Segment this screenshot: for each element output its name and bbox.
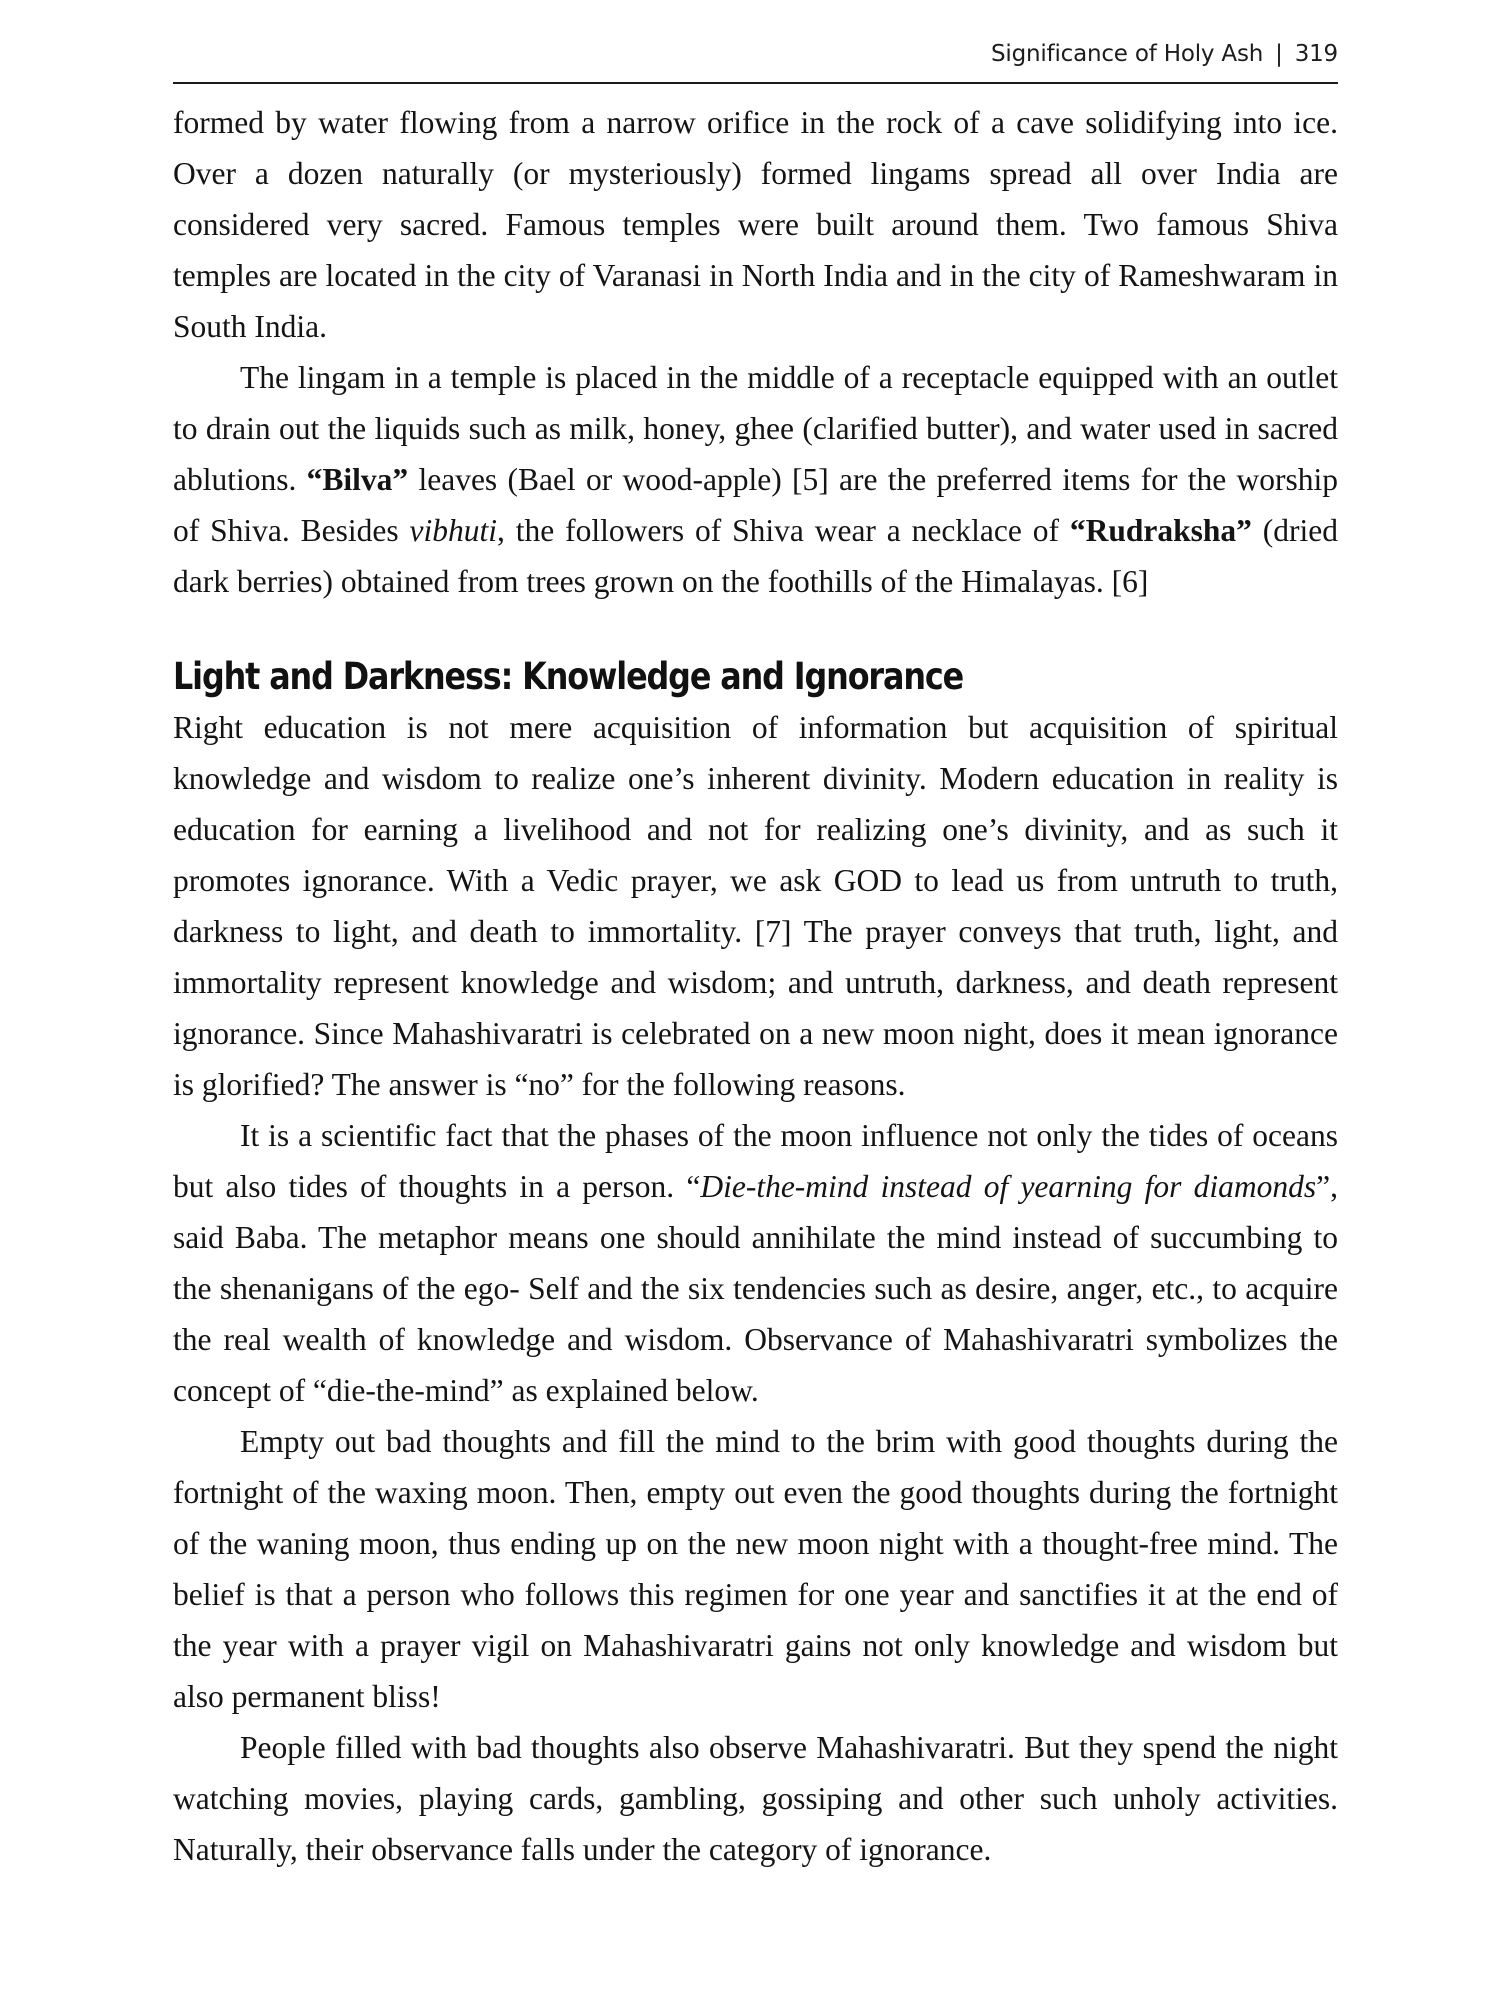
text-run: The lingam in a temple is placed in the middle of a receptacle equipped with an outlet to drain out the liquids such as milk, honey, ghee (clarified butter), and water used in sacred ablutions. <box>173 360 1338 497</box>
running-head <box>991 41 1338 67</box>
running-head-title: Significance of Holy Ash <box>991 41 1264 67</box>
page-number: 319 <box>1294 41 1338 67</box>
paragraph <box>173 702 1338 1110</box>
paragraph <box>173 1416 1338 1722</box>
italic-term: vibhuti <box>409 513 497 548</box>
italic-term: Die-the-mind instead of yearning for diamonds <box>700 1169 1317 1204</box>
text-run: Right education is not mere acquisition of information but acquisition of spiritual knowledge and wisdom to realize one’s inherent divinity. Modern education in reality is education for earning a livelihood and not for realizing one’s divinity, and as such it promotes ignorance. With a Vedic prayer, we ask GOD to lead us from untruth to truth, darkness to light, and death to immortality. [7] The prayer conveys that truth, light, and immortality represent knowledge and wisdom; and untruth, darkness, and death represent ignorance. Since Mahashivaratri is celebrated on a new moon night, does it mean ignorance is glorified? The answer is “no” for the following reasons. <box>173 710 1338 1102</box>
paragraph <box>173 97 1338 352</box>
header-rule <box>173 82 1338 84</box>
text-run: leaves (Bael or wood-apple) [5] are the preferred items for the worship of Shiva. Besides <box>173 462 1339 548</box>
text-run: formed by water flowing from a narrow orifice in the rock of a cave solidifying into ice. Over a dozen naturally (or mysteriously) formed lingams spread all over India are considered very sacred. Famous temples were built around them. Two famous Shiva temples are located in the city of Varanasi in North India and in the city of Rameshwaram in South India. <box>173 105 1338 344</box>
text-run: (dried dark berries) obtained from trees grown on the foothills of the Himalayas. [6] <box>173 513 1338 599</box>
bold-term: “Bilva” <box>306 462 409 497</box>
section-heading: Light and Darkness: Knowledge and Ignorance <box>173 655 964 698</box>
paragraphs-before-section <box>173 97 1338 607</box>
section-body <box>173 702 1338 1875</box>
paragraph <box>173 352 1338 607</box>
paragraph <box>173 1722 1338 1875</box>
text-run: It is a scientific fact that the phases of the moon influence not only the tides of oceans but also tides of thoughts in a person. “ <box>173 1118 1338 1204</box>
bold-term: “Rudraksha” <box>1069 513 1252 548</box>
text-run: , the followers of Shiva wear a necklace of <box>497 513 1070 548</box>
text-run: People filled with bad thoughts also observe Mahashivaratri. But they spend the night watching movies, playing cards, gambling, gossiping and other such unholy activities. Naturally, their observance falls under the category of ignorance. <box>173 1730 1338 1867</box>
text-run: ”, said Baba. The metaphor means one should annihilate the mind instead of succumbing to the shenanigans of the ego- Self and the six tendencies such as desire, anger, etc., to acquire the real wealth of knowledge and wisdom. Observance of Mahashivaratri symbolizes the concept of “die-the-mind” as explained below. <box>173 1169 1338 1408</box>
paragraph <box>173 1110 1338 1416</box>
running-head-separator: | <box>1275 41 1283 67</box>
body-text <box>173 97 1338 1875</box>
text-run: Empty out bad thoughts and fill the mind to the brim with good thoughts during the fortnight of the waxing moon. Then, empty out even the good thoughts during the fortnight of the waning moon, thus ending up on the new moon night with a thought-free mind. The belief is that a person who follows this regimen for one year and sanctifies it at the end of the year with a prayer vigil on Mahashivaratri gains not only knowledge and wisdom but also permanent bliss! <box>173 1424 1338 1714</box>
